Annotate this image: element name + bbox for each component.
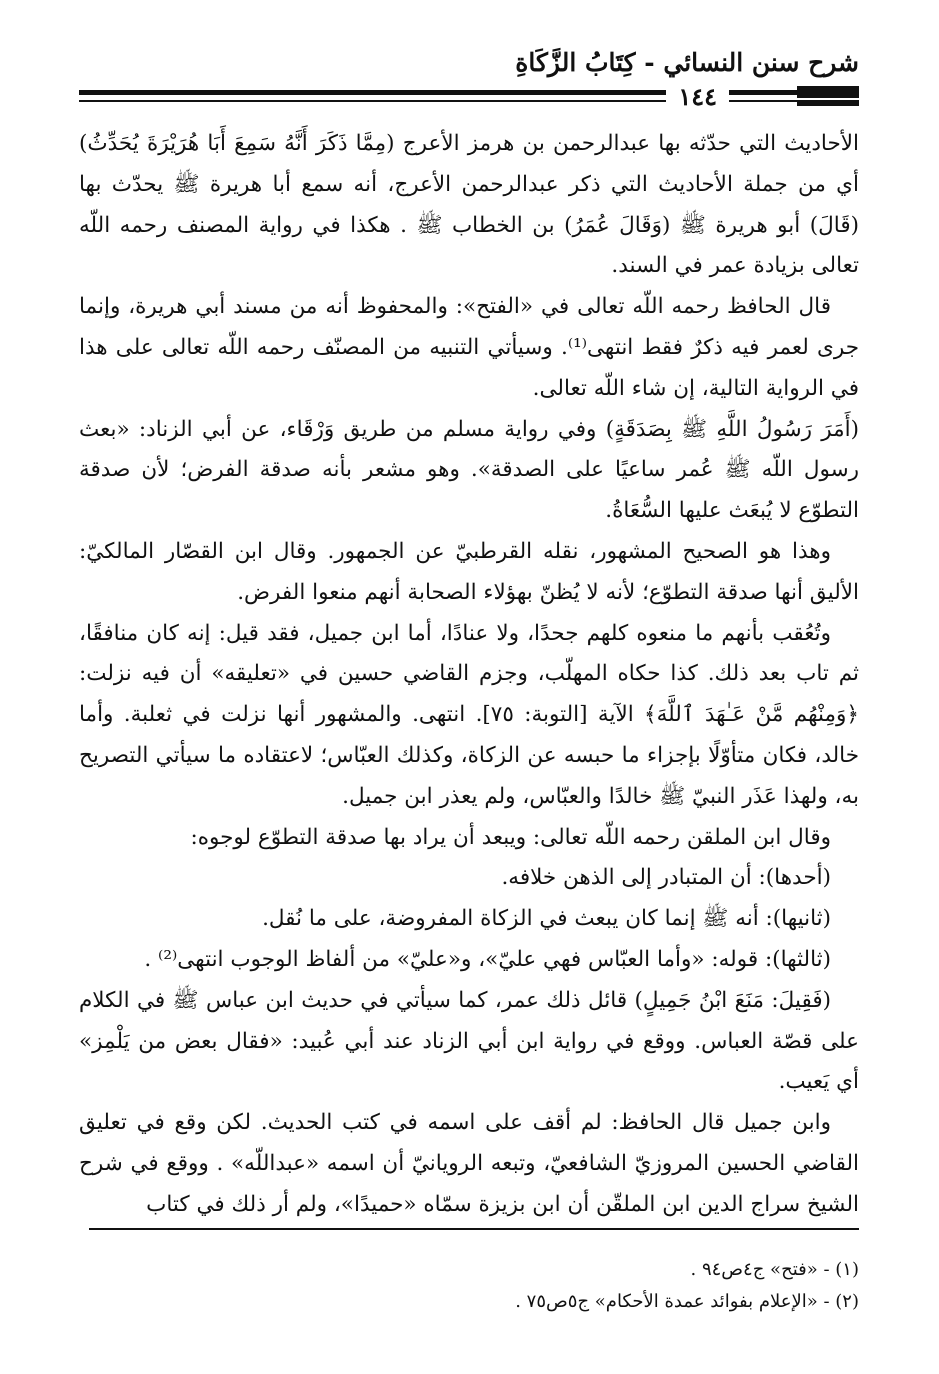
running-title: شرح سنن النسائي - كِتَابُ الزَّكَاةِ <box>515 48 859 77</box>
paragraph: قال الحافظ رحمه اللّه تعالى في «الفتح»: والمحفوظ أنه من مسند أبي هريرة، وإنما جرى لعمر فيه ذكرٌ فقط انتهى⁽¹⁾. وسيأتي التنبيه من المصنّف رحمه اللّه تعالى على هذا في الرواية التالية، إن شاء اللّه تعالى. <box>79 294 859 401</box>
paragraph: (ثالثها): قوله: «وأما العبّاس فهي عليّ»، و«عليّ» من ألفاظ الوجوب انتهى⁽²⁾ . <box>144 946 831 972</box>
header-rule-thin <box>79 100 859 102</box>
page-number-ornament <box>797 86 859 110</box>
paragraph: وتُعُقب بأنهم ما منعوه كلهم جحدًا، ولا عنادًا، أما ابن جميل، فقد قيل: إنه كان منافقًا، ثم تاب بعد ذلك. كذا حكاه المهلّب، وجزم القاضي حسين في «تعليقه» أن فيه نزلت: ﴿وَمِنْهُم مَّنْ عَـٰهَدَ ٱللَّهَ﴾ الآية [التوبة: ٧٥]. انتهى. والمشهور أنها نزلت في ثعلبة. وأما خالد، فكان متأوّلًا بإجزاء ما حبسه عن الزكاة، وكذلك العبّاس؛ لاعتقاده ما سيأتي التصريح به، ولهذا عَذَر النبيّ ﷺ خالدًا والعبّاس، ولم يعذر ابن جميل. <box>79 620 859 809</box>
footnote-separator <box>89 1228 859 1230</box>
paragraph: وابن جميل قال الحافظ: لم أقف على اسمه في كتب الحديث. لكن وقع في تعليق القاضي الحسين المروزيّ الشافعيّ، وتبعه الرويانيّ أن اسمه «عبداللّه» . ووقع في شرح الشيخ سراج الدين ابن الملقّن أن ابن بزيزة سمّاه «حميدًا»، ولم أر ذلك في كتاب <box>79 1110 859 1217</box>
paragraph: (ثانيها): أنه ﷺ إنما كان يبعث في الزكاة المفروضة، على ما نُقل. <box>262 906 831 932</box>
paragraph: (فَقِيلَ: مَنَعَ ابْنُ جَمِيلٍ) قائل ذلك عمر، كما سيأتي في حديث ابن عباس ﷺ في الكلام على قصّة العباس. ووقع في رواية ابن أبي الزناد عند أبي عُبيد: «فقال بعض من يَلْمِز» أي يَعيب. <box>79 987 859 1095</box>
paragraph: (أحدها): أن المتبادر إلى الذهن خلافه. <box>501 865 831 891</box>
paragraph: وقال ابن الملقن رحمه اللّه تعالى: ويبعد أن يراد بها صدقة التطوّع لوجوه: <box>190 824 831 850</box>
footnotes <box>79 1256 859 1320</box>
header-rule-thick <box>79 90 859 95</box>
paragraph: (أَمَرَ رَسُولُ اللَّهِ ﷺ بِصَدَقَةٍ) وفي رواية مسلم من طريق وَرْقَاء، عن أبي الزناد: «بعث رسول اللّه ﷺ عُمر ساعيًا على الصدقة». وهو مشعر بأنه صدقة الفرض؛ لأن صدقة التطوّع لا يُبعَث عليها السُّعَاةُ. <box>79 416 859 524</box>
footnote: (١) - «فتح» ج٤ص٩٤ . <box>690 1259 859 1280</box>
main-text <box>79 124 859 1226</box>
paragraph: وهذا هو الصحيح المشهور، نقله القرطبيّ عن الجمهور. وقال ابن القصّار المالكيّ: الأليق أنها صدقة التطوّع؛ لأنه لا يُظنّ بهؤلاء الصحابة أنهم منعوا الفرض. <box>79 538 859 605</box>
footnote: (٢) - «الإعلام بفوائد عمدة الأحكام» ج٥ص٧٥ . <box>515 1291 859 1312</box>
paragraph: الأحاديث التي حدّثه بها عبدالرحمن بن هرمز الأعرج (مِمَّا ذَكَرَ أَنَّهُ سَمِعَ أَبَا هُرَيْرَةَ يُحَدِّثُ) أي من جملة الأحاديث التي ذكر عبدالرحمن الأعرج، أنه سمع أبا هريرة ﷺ يحدّث بها (قَالَ) أبو هريرة ﷺ (وَقَالَ عُمَرُ) بن الخطاب ﷺ . هكذا في رواية المصنف رحمه اللّه تعالى بزيادة عمر في السند. <box>79 131 859 279</box>
page-number: ١٤٤ <box>666 84 729 110</box>
